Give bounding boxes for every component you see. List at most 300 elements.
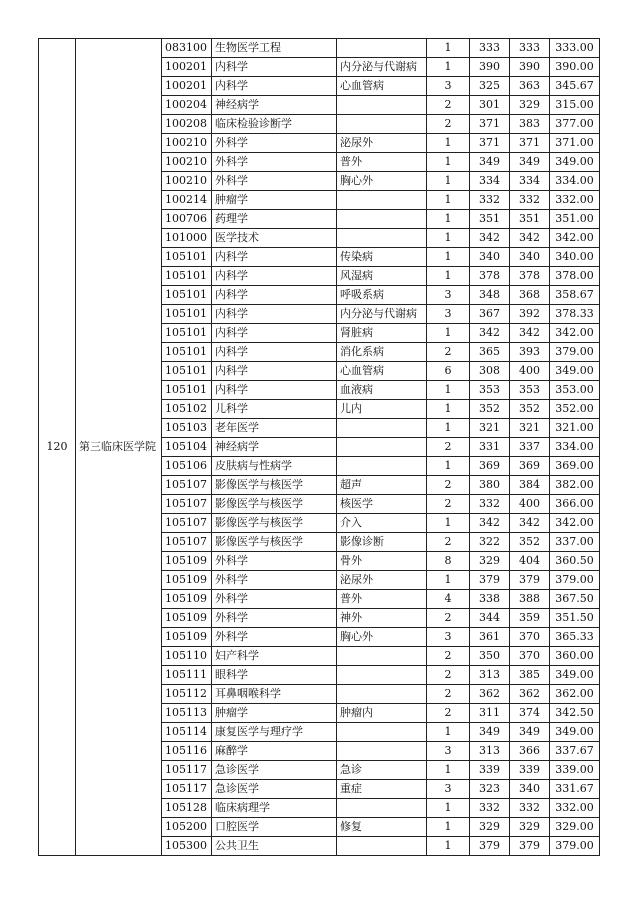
major-name-cell: 临床检验诊断学 bbox=[212, 115, 337, 134]
min-score-cell: 332 bbox=[470, 495, 510, 514]
min-score-cell: 390 bbox=[470, 58, 510, 77]
max-score-cell: 359 bbox=[510, 609, 550, 628]
major-name-cell: 神经病学 bbox=[212, 96, 337, 115]
max-score-cell: 368 bbox=[510, 286, 550, 305]
research-direction-cell bbox=[337, 419, 427, 438]
admitted-count-cell: 2 bbox=[427, 609, 470, 628]
max-score-cell: 342 bbox=[510, 324, 550, 343]
max-score-cell: 352 bbox=[510, 400, 550, 419]
max-score-cell: 388 bbox=[510, 590, 550, 609]
max-score-cell: 370 bbox=[510, 647, 550, 666]
max-score-cell: 379 bbox=[510, 571, 550, 590]
major-code-cell: 105107 bbox=[162, 495, 212, 514]
major-name-cell: 内科学 bbox=[212, 77, 337, 96]
major-code-cell: 105106 bbox=[162, 457, 212, 476]
major-name-cell: 康复医学与理疗学 bbox=[212, 723, 337, 742]
max-score-cell: 400 bbox=[510, 495, 550, 514]
major-code-cell: 105110 bbox=[162, 647, 212, 666]
major-name-cell: 内科学 bbox=[212, 58, 337, 77]
avg-score-cell: 333.00 bbox=[550, 39, 600, 58]
admitted-count-cell: 1 bbox=[427, 457, 470, 476]
max-score-cell: 337 bbox=[510, 438, 550, 457]
research-direction-cell bbox=[337, 742, 427, 761]
min-score-cell: 323 bbox=[470, 780, 510, 799]
major-name-cell: 眼科学 bbox=[212, 666, 337, 685]
major-code-cell: 105101 bbox=[162, 381, 212, 400]
research-direction-cell: 泌尿外 bbox=[337, 134, 427, 153]
research-direction-cell: 传染病 bbox=[337, 248, 427, 267]
avg-score-cell: 369.00 bbox=[550, 457, 600, 476]
research-direction-cell: 神外 bbox=[337, 609, 427, 628]
research-direction-cell: 心血管病 bbox=[337, 77, 427, 96]
avg-score-cell: 377.00 bbox=[550, 115, 600, 134]
major-code-cell: 105111 bbox=[162, 666, 212, 685]
min-score-cell: 348 bbox=[470, 286, 510, 305]
major-code-cell: 105101 bbox=[162, 343, 212, 362]
major-code-cell: 105300 bbox=[162, 837, 212, 856]
min-score-cell: 339 bbox=[470, 761, 510, 780]
major-name-cell: 外科学 bbox=[212, 628, 337, 647]
max-score-cell: 379 bbox=[510, 837, 550, 856]
min-score-cell: 367 bbox=[470, 305, 510, 324]
research-direction-cell: 泌尿外 bbox=[337, 571, 427, 590]
min-score-cell: 379 bbox=[470, 837, 510, 856]
avg-score-cell: 349.00 bbox=[550, 362, 600, 381]
table-body bbox=[39, 39, 600, 856]
admitted-count-cell: 2 bbox=[427, 495, 470, 514]
research-direction-cell bbox=[337, 39, 427, 58]
avg-score-cell: 321.00 bbox=[550, 419, 600, 438]
min-score-cell: 344 bbox=[470, 609, 510, 628]
research-direction-cell: 内分泌与代谢病 bbox=[337, 305, 427, 324]
avg-score-cell: 337.00 bbox=[550, 533, 600, 552]
research-direction-cell: 胸心外 bbox=[337, 628, 427, 647]
major-code-cell: 100210 bbox=[162, 134, 212, 153]
max-score-cell: 390 bbox=[510, 58, 550, 77]
admitted-count-cell: 3 bbox=[427, 286, 470, 305]
max-score-cell: 385 bbox=[510, 666, 550, 685]
avg-score-cell: 379.00 bbox=[550, 571, 600, 590]
major-name-cell: 耳鼻咽喉科学 bbox=[212, 685, 337, 704]
research-direction-cell bbox=[337, 96, 427, 115]
avg-score-cell: 334.00 bbox=[550, 438, 600, 457]
admitted-count-cell: 1 bbox=[427, 39, 470, 58]
major-code-cell: 100208 bbox=[162, 115, 212, 134]
major-code-cell: 105101 bbox=[162, 267, 212, 286]
avg-score-cell: 315.00 bbox=[550, 96, 600, 115]
major-code-cell: 100706 bbox=[162, 210, 212, 229]
avg-score-cell: 349.00 bbox=[550, 666, 600, 685]
avg-score-cell: 353.00 bbox=[550, 381, 600, 400]
admitted-count-cell: 3 bbox=[427, 305, 470, 324]
major-name-cell: 妇产科学 bbox=[212, 647, 337, 666]
min-score-cell: 380 bbox=[470, 476, 510, 495]
major-name-cell: 医学技术 bbox=[212, 229, 337, 248]
avg-score-cell: 342.00 bbox=[550, 229, 600, 248]
major-name-cell: 皮肤病与性病学 bbox=[212, 457, 337, 476]
max-score-cell: 351 bbox=[510, 210, 550, 229]
admitted-count-cell: 3 bbox=[427, 77, 470, 96]
max-score-cell: 366 bbox=[510, 742, 550, 761]
major-code-cell: 105128 bbox=[162, 799, 212, 818]
major-name-cell: 内科学 bbox=[212, 343, 337, 362]
min-score-cell: 378 bbox=[470, 267, 510, 286]
research-direction-cell: 肿瘤内 bbox=[337, 704, 427, 723]
avg-score-cell: 329.00 bbox=[550, 818, 600, 837]
research-direction-cell: 心血管病 bbox=[337, 362, 427, 381]
min-score-cell: 342 bbox=[470, 229, 510, 248]
major-name-cell: 生物医学工程 bbox=[212, 39, 337, 58]
avg-score-cell: 349.00 bbox=[550, 723, 600, 742]
major-code-cell: 105114 bbox=[162, 723, 212, 742]
major-code-cell: 105113 bbox=[162, 704, 212, 723]
min-score-cell: 321 bbox=[470, 419, 510, 438]
research-direction-cell bbox=[337, 210, 427, 229]
admitted-count-cell: 1 bbox=[427, 400, 470, 419]
min-score-cell: 342 bbox=[470, 514, 510, 533]
min-score-cell: 329 bbox=[470, 552, 510, 571]
major-code-cell: 105116 bbox=[162, 742, 212, 761]
avg-score-cell: 379.00 bbox=[550, 837, 600, 856]
avg-score-cell: 378.00 bbox=[550, 267, 600, 286]
admitted-count-cell: 1 bbox=[427, 818, 470, 837]
research-direction-cell: 普外 bbox=[337, 590, 427, 609]
major-code-cell: 105101 bbox=[162, 362, 212, 381]
min-score-cell: 371 bbox=[470, 134, 510, 153]
admitted-count-cell: 1 bbox=[427, 153, 470, 172]
major-code-cell: 105112 bbox=[162, 685, 212, 704]
major-name-cell: 口腔医学 bbox=[212, 818, 337, 837]
min-score-cell: 322 bbox=[470, 533, 510, 552]
major-code-cell: 105101 bbox=[162, 286, 212, 305]
admitted-count-cell: 2 bbox=[427, 647, 470, 666]
research-direction-cell: 重症 bbox=[337, 780, 427, 799]
admitted-count-cell: 1 bbox=[427, 799, 470, 818]
admitted-count-cell: 1 bbox=[427, 248, 470, 267]
major-name-cell: 外科学 bbox=[212, 571, 337, 590]
max-score-cell: 333 bbox=[510, 39, 550, 58]
avg-score-cell: 390.00 bbox=[550, 58, 600, 77]
major-code-cell: 105109 bbox=[162, 590, 212, 609]
min-score-cell: 332 bbox=[470, 191, 510, 210]
major-name-cell: 急诊医学 bbox=[212, 761, 337, 780]
avg-score-cell: 382.00 bbox=[550, 476, 600, 495]
min-score-cell: 301 bbox=[470, 96, 510, 115]
min-score-cell: 361 bbox=[470, 628, 510, 647]
admitted-count-cell: 2 bbox=[427, 685, 470, 704]
max-score-cell: 392 bbox=[510, 305, 550, 324]
max-score-cell: 384 bbox=[510, 476, 550, 495]
major-name-cell: 公共卫生 bbox=[212, 837, 337, 856]
major-name-cell: 内科学 bbox=[212, 305, 337, 324]
avg-score-cell: 349.00 bbox=[550, 153, 600, 172]
min-score-cell: 379 bbox=[470, 571, 510, 590]
major-name-cell: 影像医学与核医学 bbox=[212, 514, 337, 533]
major-code-cell: 105102 bbox=[162, 400, 212, 419]
research-direction-cell: 普外 bbox=[337, 153, 427, 172]
research-direction-cell: 消化系病 bbox=[337, 343, 427, 362]
major-name-cell: 药理学 bbox=[212, 210, 337, 229]
major-code-cell: 105107 bbox=[162, 476, 212, 495]
major-name-cell: 外科学 bbox=[212, 590, 337, 609]
min-score-cell: 352 bbox=[470, 400, 510, 419]
admitted-count-cell: 2 bbox=[427, 704, 470, 723]
group-index-cell: 120 bbox=[39, 39, 76, 856]
max-score-cell: 329 bbox=[510, 96, 550, 115]
admitted-count-cell: 2 bbox=[427, 96, 470, 115]
max-score-cell: 400 bbox=[510, 362, 550, 381]
major-code-cell: 105109 bbox=[162, 552, 212, 571]
admitted-count-cell: 1 bbox=[427, 837, 470, 856]
major-code-cell: 105101 bbox=[162, 305, 212, 324]
research-direction-cell bbox=[337, 723, 427, 742]
max-score-cell: 349 bbox=[510, 153, 550, 172]
avg-score-cell: 379.00 bbox=[550, 343, 600, 362]
research-direction-cell: 核医学 bbox=[337, 495, 427, 514]
admitted-count-cell: 1 bbox=[427, 172, 470, 191]
major-name-cell: 急诊医学 bbox=[212, 780, 337, 799]
research-direction-cell: 儿内 bbox=[337, 400, 427, 419]
min-score-cell: 342 bbox=[470, 324, 510, 343]
avg-score-cell: 334.00 bbox=[550, 172, 600, 191]
admitted-count-cell: 1 bbox=[427, 134, 470, 153]
major-code-cell: 105103 bbox=[162, 419, 212, 438]
admitted-count-cell: 2 bbox=[427, 476, 470, 495]
admitted-count-cell: 2 bbox=[427, 666, 470, 685]
max-score-cell: 339 bbox=[510, 761, 550, 780]
major-name-cell: 内科学 bbox=[212, 248, 337, 267]
major-name-cell: 影像医学与核医学 bbox=[212, 533, 337, 552]
admitted-count-cell: 1 bbox=[427, 58, 470, 77]
research-direction-cell bbox=[337, 191, 427, 210]
avg-score-cell: 351.00 bbox=[550, 210, 600, 229]
table-row bbox=[39, 39, 600, 58]
research-direction-cell: 呼吸系病 bbox=[337, 286, 427, 305]
min-score-cell: 329 bbox=[470, 818, 510, 837]
min-score-cell: 332 bbox=[470, 799, 510, 818]
college-name-cell: 第三临床医学院 bbox=[76, 39, 162, 856]
avg-score-cell: 351.50 bbox=[550, 609, 600, 628]
admitted-count-cell: 3 bbox=[427, 780, 470, 799]
major-name-cell: 外科学 bbox=[212, 172, 337, 191]
major-code-cell: 105104 bbox=[162, 438, 212, 457]
major-name-cell: 外科学 bbox=[212, 153, 337, 172]
avg-score-cell: 332.00 bbox=[550, 191, 600, 210]
major-code-cell: 083100 bbox=[162, 39, 212, 58]
research-direction-cell bbox=[337, 666, 427, 685]
max-score-cell: 340 bbox=[510, 780, 550, 799]
admitted-count-cell: 1 bbox=[427, 571, 470, 590]
admitted-count-cell: 3 bbox=[427, 742, 470, 761]
major-code-cell: 105109 bbox=[162, 571, 212, 590]
min-score-cell: 313 bbox=[470, 742, 510, 761]
research-direction-cell: 血液病 bbox=[337, 381, 427, 400]
admitted-count-cell: 1 bbox=[427, 191, 470, 210]
major-name-cell: 内科学 bbox=[212, 286, 337, 305]
max-score-cell: 334 bbox=[510, 172, 550, 191]
major-name-cell: 肿瘤学 bbox=[212, 704, 337, 723]
min-score-cell: 338 bbox=[470, 590, 510, 609]
avg-score-cell: 371.00 bbox=[550, 134, 600, 153]
admitted-count-cell: 1 bbox=[427, 229, 470, 248]
major-name-cell: 老年医学 bbox=[212, 419, 337, 438]
research-direction-cell bbox=[337, 457, 427, 476]
avg-score-cell: 342.50 bbox=[550, 704, 600, 723]
research-direction-cell: 胸心外 bbox=[337, 172, 427, 191]
avg-score-cell: 331.67 bbox=[550, 780, 600, 799]
min-score-cell: 313 bbox=[470, 666, 510, 685]
major-code-cell: 105101 bbox=[162, 248, 212, 267]
admitted-count-cell: 1 bbox=[427, 723, 470, 742]
research-direction-cell bbox=[337, 647, 427, 666]
research-direction-cell: 风湿病 bbox=[337, 267, 427, 286]
major-name-cell: 麻醉学 bbox=[212, 742, 337, 761]
admitted-count-cell: 1 bbox=[427, 210, 470, 229]
major-code-cell: 100204 bbox=[162, 96, 212, 115]
min-score-cell: 351 bbox=[470, 210, 510, 229]
avg-score-cell: 340.00 bbox=[550, 248, 600, 267]
major-code-cell: 100214 bbox=[162, 191, 212, 210]
min-score-cell: 371 bbox=[470, 115, 510, 134]
avg-score-cell: 358.67 bbox=[550, 286, 600, 305]
major-code-cell: 105107 bbox=[162, 533, 212, 552]
max-score-cell: 329 bbox=[510, 818, 550, 837]
major-name-cell: 影像医学与核医学 bbox=[212, 495, 337, 514]
major-name-cell: 影像医学与核医学 bbox=[212, 476, 337, 495]
research-direction-cell bbox=[337, 837, 427, 856]
avg-score-cell: 365.33 bbox=[550, 628, 600, 647]
max-score-cell: 383 bbox=[510, 115, 550, 134]
major-name-cell: 儿科学 bbox=[212, 400, 337, 419]
admitted-count-cell: 8 bbox=[427, 552, 470, 571]
admitted-count-cell: 1 bbox=[427, 761, 470, 780]
avg-score-cell: 360.00 bbox=[550, 647, 600, 666]
major-name-cell: 外科学 bbox=[212, 609, 337, 628]
max-score-cell: 369 bbox=[510, 457, 550, 476]
major-code-cell: 100210 bbox=[162, 153, 212, 172]
max-score-cell: 378 bbox=[510, 267, 550, 286]
avg-score-cell: 352.00 bbox=[550, 400, 600, 419]
major-code-cell: 101000 bbox=[162, 229, 212, 248]
major-code-cell: 105109 bbox=[162, 609, 212, 628]
avg-score-cell: 337.67 bbox=[550, 742, 600, 761]
major-name-cell: 临床病理学 bbox=[212, 799, 337, 818]
admitted-count-cell: 1 bbox=[427, 381, 470, 400]
admitted-count-cell: 2 bbox=[427, 115, 470, 134]
major-code-cell: 105107 bbox=[162, 514, 212, 533]
min-score-cell: 340 bbox=[470, 248, 510, 267]
avg-score-cell: 332.00 bbox=[550, 799, 600, 818]
major-name-cell: 外科学 bbox=[212, 552, 337, 571]
research-direction-cell: 肾脏病 bbox=[337, 324, 427, 343]
research-direction-cell bbox=[337, 438, 427, 457]
max-score-cell: 349 bbox=[510, 723, 550, 742]
research-direction-cell: 影像诊断 bbox=[337, 533, 427, 552]
max-score-cell: 342 bbox=[510, 229, 550, 248]
max-score-cell: 340 bbox=[510, 248, 550, 267]
avg-score-cell: 378.33 bbox=[550, 305, 600, 324]
max-score-cell: 404 bbox=[510, 552, 550, 571]
major-name-cell: 神经病学 bbox=[212, 438, 337, 457]
max-score-cell: 321 bbox=[510, 419, 550, 438]
avg-score-cell: 367.50 bbox=[550, 590, 600, 609]
admitted-count-cell: 1 bbox=[427, 514, 470, 533]
admitted-count-cell: 6 bbox=[427, 362, 470, 381]
major-code-cell: 105200 bbox=[162, 818, 212, 837]
major-code-cell: 105109 bbox=[162, 628, 212, 647]
min-score-cell: 333 bbox=[470, 39, 510, 58]
min-score-cell: 362 bbox=[470, 685, 510, 704]
max-score-cell: 332 bbox=[510, 799, 550, 818]
research-direction-cell: 急诊 bbox=[337, 761, 427, 780]
research-direction-cell bbox=[337, 115, 427, 134]
avg-score-cell: 339.00 bbox=[550, 761, 600, 780]
max-score-cell: 342 bbox=[510, 514, 550, 533]
research-direction-cell: 修复 bbox=[337, 818, 427, 837]
min-score-cell: 331 bbox=[470, 438, 510, 457]
max-score-cell: 393 bbox=[510, 343, 550, 362]
major-name-cell: 外科学 bbox=[212, 134, 337, 153]
admitted-count-cell: 2 bbox=[427, 438, 470, 457]
min-score-cell: 365 bbox=[470, 343, 510, 362]
major-name-cell: 肿瘤学 bbox=[212, 191, 337, 210]
research-direction-cell: 内分泌与代谢病 bbox=[337, 58, 427, 77]
major-name-cell: 内科学 bbox=[212, 324, 337, 343]
avg-score-cell: 360.50 bbox=[550, 552, 600, 571]
min-score-cell: 334 bbox=[470, 172, 510, 191]
max-score-cell: 374 bbox=[510, 704, 550, 723]
admitted-count-cell: 2 bbox=[427, 343, 470, 362]
admitted-count-cell: 3 bbox=[427, 628, 470, 647]
min-score-cell: 349 bbox=[470, 723, 510, 742]
research-direction-cell bbox=[337, 799, 427, 818]
admission-score-table bbox=[38, 38, 600, 856]
avg-score-cell: 342.00 bbox=[550, 324, 600, 343]
major-code-cell: 105101 bbox=[162, 324, 212, 343]
research-direction-cell: 骨外 bbox=[337, 552, 427, 571]
research-direction-cell: 介入 bbox=[337, 514, 427, 533]
major-name-cell: 内科学 bbox=[212, 362, 337, 381]
min-score-cell: 350 bbox=[470, 647, 510, 666]
research-direction-cell bbox=[337, 685, 427, 704]
major-code-cell: 105117 bbox=[162, 780, 212, 799]
min-score-cell: 369 bbox=[470, 457, 510, 476]
major-code-cell: 105117 bbox=[162, 761, 212, 780]
max-score-cell: 363 bbox=[510, 77, 550, 96]
max-score-cell: 332 bbox=[510, 191, 550, 210]
max-score-cell: 370 bbox=[510, 628, 550, 647]
min-score-cell: 311 bbox=[470, 704, 510, 723]
avg-score-cell: 366.00 bbox=[550, 495, 600, 514]
admitted-count-cell: 1 bbox=[427, 267, 470, 286]
max-score-cell: 371 bbox=[510, 134, 550, 153]
max-score-cell: 352 bbox=[510, 533, 550, 552]
major-code-cell: 100201 bbox=[162, 58, 212, 77]
avg-score-cell: 342.00 bbox=[550, 514, 600, 533]
research-direction-cell: 超声 bbox=[337, 476, 427, 495]
max-score-cell: 362 bbox=[510, 685, 550, 704]
major-name-cell: 内科学 bbox=[212, 267, 337, 286]
admitted-count-cell: 1 bbox=[427, 419, 470, 438]
admitted-count-cell: 1 bbox=[427, 324, 470, 343]
avg-score-cell: 362.00 bbox=[550, 685, 600, 704]
admitted-count-cell: 4 bbox=[427, 590, 470, 609]
min-score-cell: 325 bbox=[470, 77, 510, 96]
research-direction-cell bbox=[337, 229, 427, 248]
avg-score-cell: 345.67 bbox=[550, 77, 600, 96]
max-score-cell: 353 bbox=[510, 381, 550, 400]
min-score-cell: 353 bbox=[470, 381, 510, 400]
